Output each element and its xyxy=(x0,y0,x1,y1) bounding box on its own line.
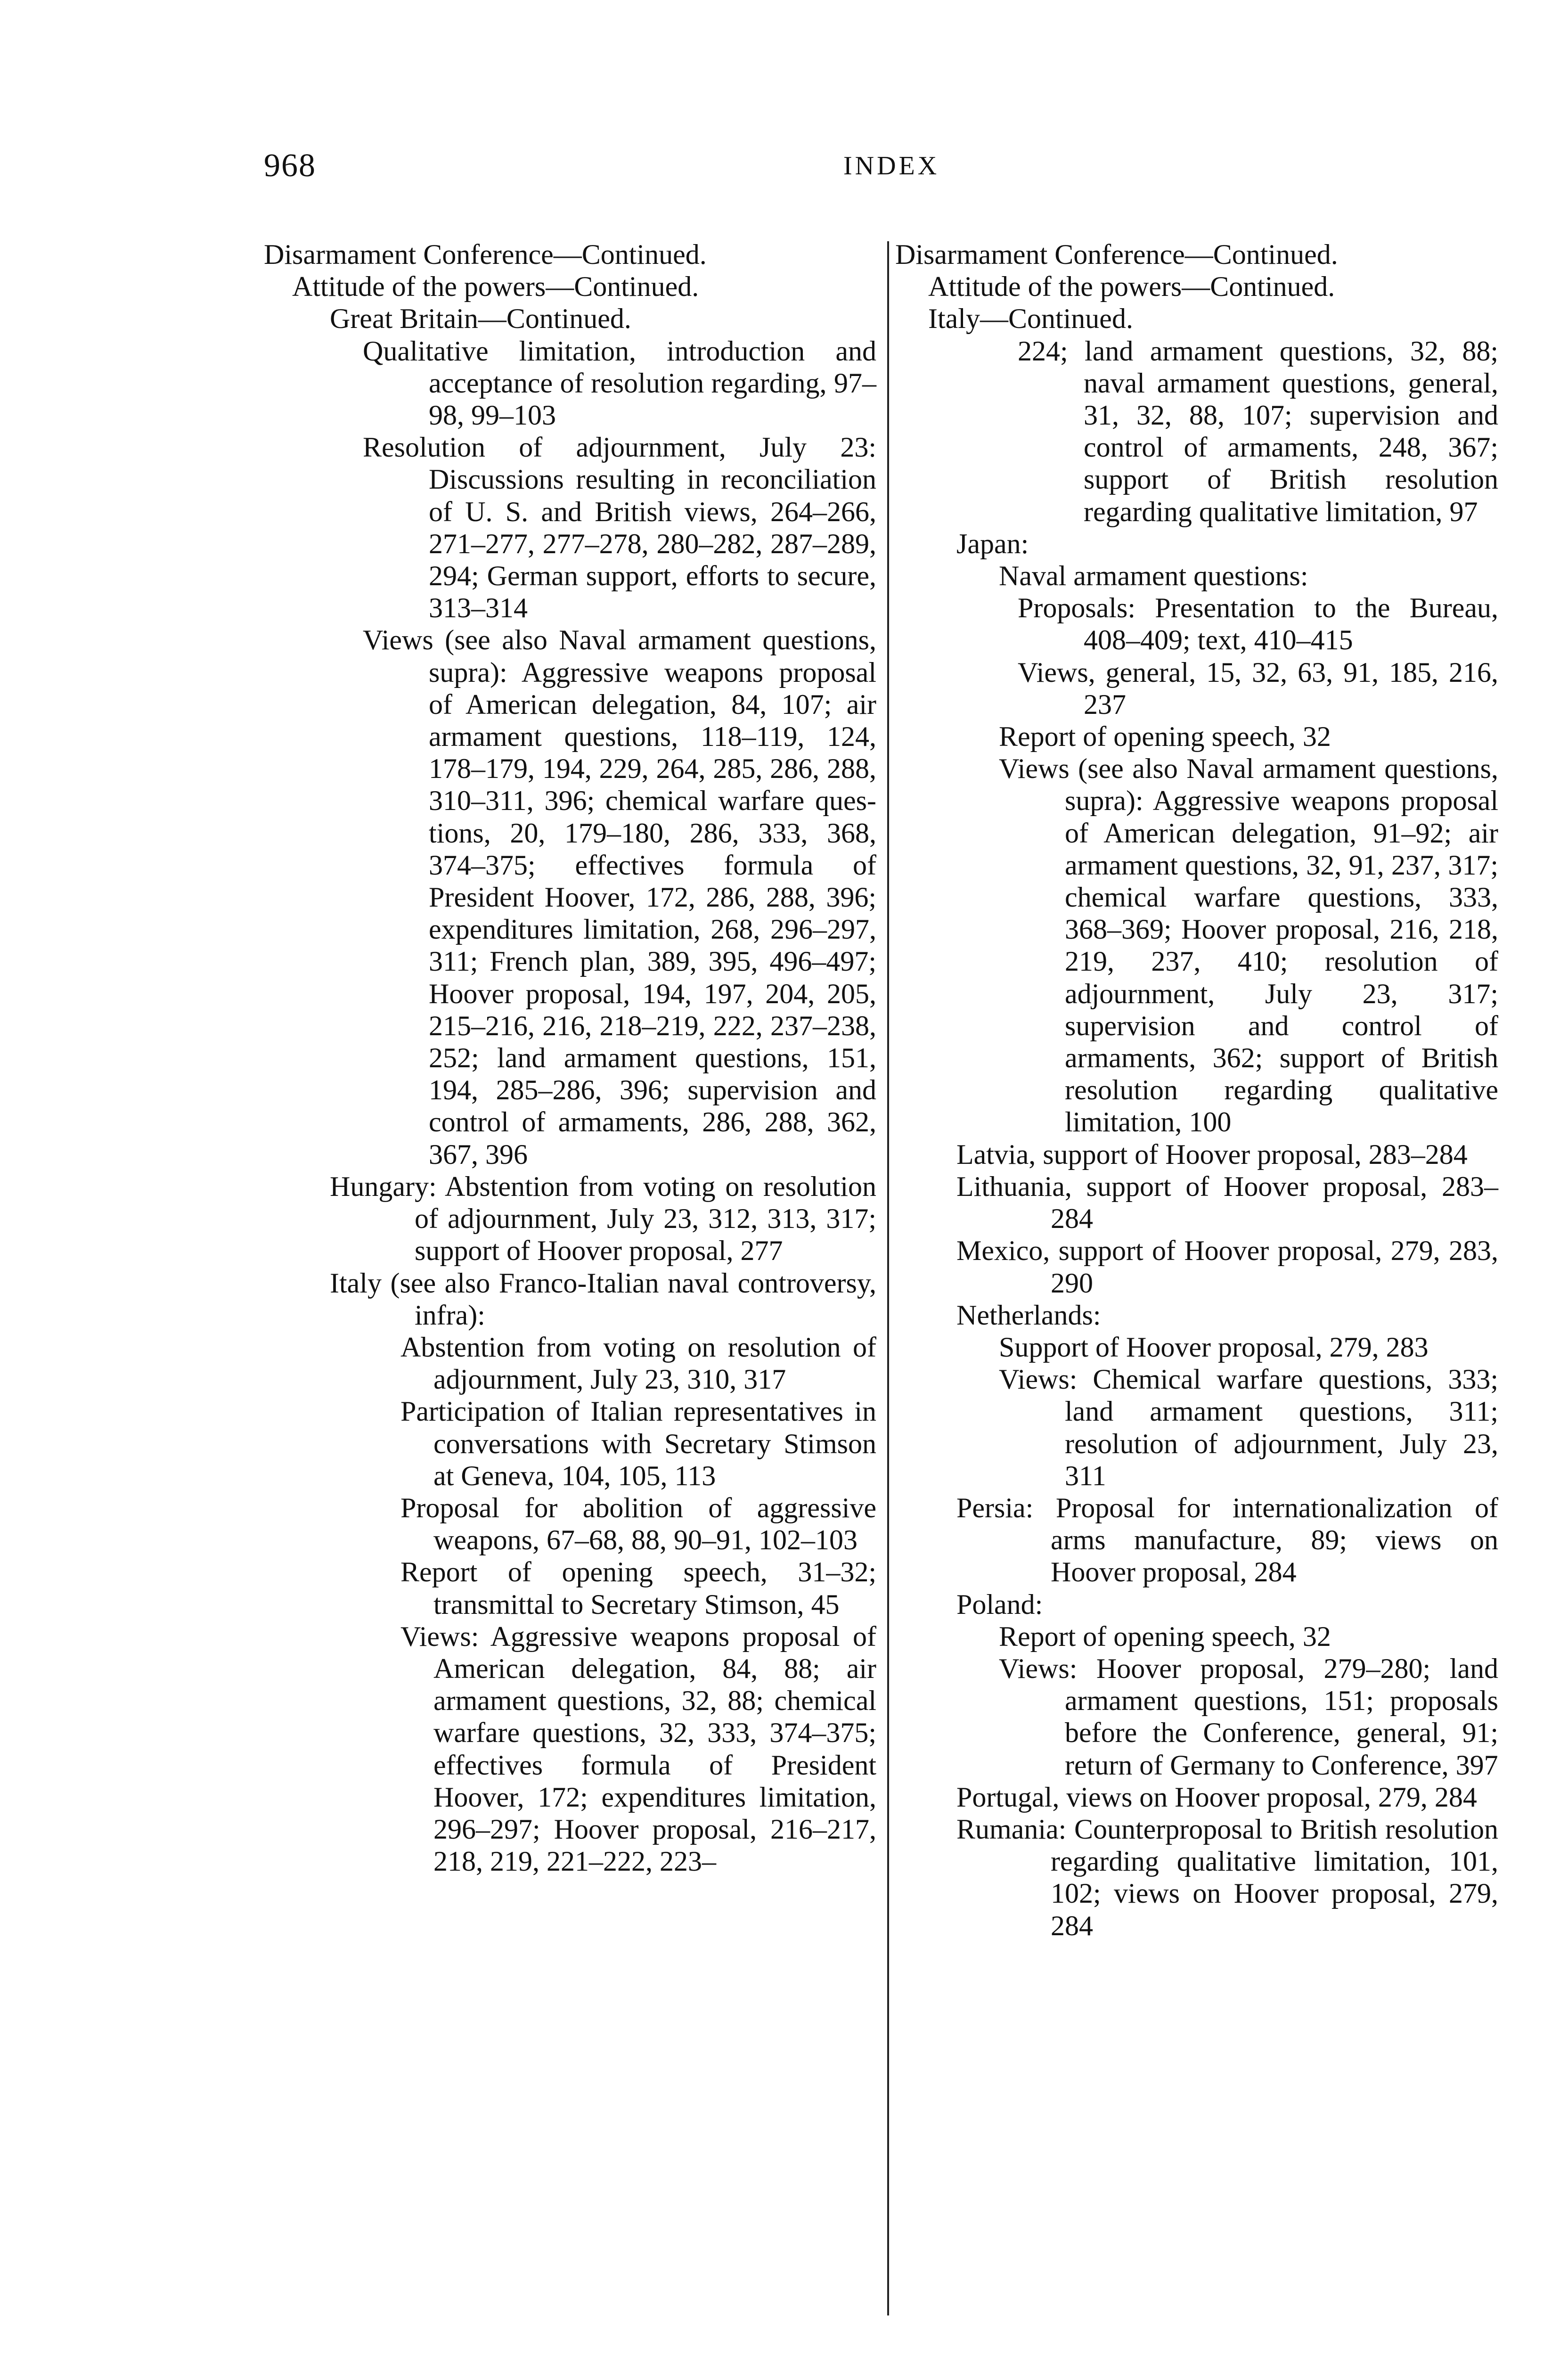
index-entry: Persia: Proposal for internationalization of arms manufacture, 89; views on Hoover proposal, 284 xyxy=(956,1492,1498,1588)
index-entry: Report of opening speech, 31–32; transmittal to Secretary Stimson, 45 xyxy=(400,1556,876,1620)
column-divider xyxy=(887,241,889,2315)
index-entry: Disarmament Conference—Continued. xyxy=(895,239,1338,270)
index-entry: Japan: xyxy=(956,528,1029,559)
index-entry: Resolution of adjournment, July 23: Discussions resulting in reconciliation of U. S. and British views, 264–266, 271–277, 277–278, 280–282, 287–289, 294; German support, efforts to secure, 313–314 xyxy=(363,432,876,624)
index-entry: Proposal for abolition of aggressive weapons, 67–68, 88, 90–91, 102–103 xyxy=(400,1492,876,1556)
index-entry: Report of opening speech, 32 xyxy=(999,721,1331,753)
index-entry: Italy—Continued. xyxy=(928,303,1133,335)
index-entry: Attitude of the powers—Continued. xyxy=(292,271,699,303)
index-entry: Abstention from voting on resolution of adjournment, July 23, 310, 317 xyxy=(400,1331,876,1395)
index-entry: Disarmament Conference—Continued. xyxy=(264,239,707,270)
index-entry: Attitude of the powers—Continued. xyxy=(928,271,1335,303)
index-entry: Mexico, support of Hoover proposal, 279, 283, 290 xyxy=(956,1235,1498,1299)
index-entry: Report of opening speech, 32 xyxy=(999,1620,1331,1652)
index-entry: Views, general, 15, 32, 63, 91, 185, 216, 237 xyxy=(1018,656,1498,720)
index-entry: Views: Chemical warfare questions, 333; land armament questions, 311; resolution of adjournment, July 23, 311 xyxy=(999,1364,1498,1491)
left-column xyxy=(264,238,876,1877)
index-entry: Latvia, support of Hoover proposal, 283–284 xyxy=(956,1138,1468,1170)
index-entry: Views (see also Naval armament questions, supra): Aggressive weapons proposal of American delegation, 91–92; air armament questions, 32, 91, 237, 317; chemical warfare questions, 333, 368–369; Hoover proposal, 216, 218, 219, 237, 410; resolution of adjournment, July 23, 317; supervision and control of armaments, 362; support of British resolution regarding qualitative limitation, 100 xyxy=(999,753,1498,1138)
index-entry: Support of Hoover proposal, 279, 283 xyxy=(999,1331,1429,1363)
right-column xyxy=(895,238,1498,1942)
index-entry: Views: Aggressive weapons proposal of American delegation, 84, 88; air armament questions, 32, 88; chemical warfare questions, 32, 333, 374–375; effectives formula of President Hoover, 172; expenditures limitation, 296–297; Hoover proposal, 216–217, 218, 219, 221–222, 223– xyxy=(400,1620,876,1877)
index-entry: Netherlands: xyxy=(956,1299,1101,1331)
index-entry: Participation of Italian representatives in conversations with Secretary Stimson at Geneva, 104, 105, 113 xyxy=(400,1396,876,1491)
index-entry: Italy (see also Franco-Italian naval controversy, infra): xyxy=(330,1267,876,1331)
index-entry: Views: Hoover proposal, 279–280; land armament questions, 151; proposals before the Conference, general, 91; return of Germany to Conference, 397 xyxy=(999,1652,1498,1781)
index-entry: Great Britain—Continued. xyxy=(330,303,631,335)
index-entry: Qualitative limitation, introduction and acceptance of resolution regarding, 97–98, 99–103 xyxy=(363,335,876,431)
index-entry: Proposals: Presentation to the Bureau, 408–409; text, 410–415 xyxy=(1018,592,1498,656)
index-entry: Views (see also Naval armament questions, supra): Aggressive weapons proposal of American delegation, 84, 107; air armament questions, 118–119, 124, 178–179, 194, 229, 264, 285, 286, 288, 310–311, 396; chemical warfare questions, 20, 179–180, 286, 333, 368, 374–375; effectives formula of President Hoover, 172, 286, 288, 396; expenditures limitation, 268, 296–297, 311; French plan, 389, 395, 496–497; Hoover proposal, 194, 197, 204, 205, 215–216, 216, 218–219, 222, 237–238, 252; land armament questions, 151, 194, 285–286, 396; supervision and control of armaments, 286, 288, 362, 367, 396 xyxy=(363,624,876,1170)
page-header xyxy=(264,147,1310,189)
index-entry: Poland: xyxy=(956,1588,1043,1620)
index-entry: Rumania: Counterproposal to British resolution regarding qualitative limitation, 101, 102; views on Hoover proposal, 279, 284 xyxy=(956,1813,1498,1941)
index-entry: Portugal, views on Hoover proposal, 279, 284 xyxy=(956,1781,1477,1813)
index-entry: Naval armament questions: xyxy=(999,560,1308,592)
page-number: 968 xyxy=(264,147,316,184)
index-entry: 224; land armament questions, 32, 88; naval armament questions, general, 31, 32, 88, 107; supervision and control of armaments, 248, 367; support of British resolution regarding qualitative limitation, 97 xyxy=(1018,335,1498,527)
running-head: INDEX xyxy=(843,151,940,180)
index-entry: Lithuania, support of Hoover proposal, 283–284 xyxy=(956,1170,1498,1235)
index-entry: Hungary: Abstention from voting on resolution of adjournment, July 23, 312, 313, 317; support of Hoover proposal, 277 xyxy=(330,1170,876,1267)
